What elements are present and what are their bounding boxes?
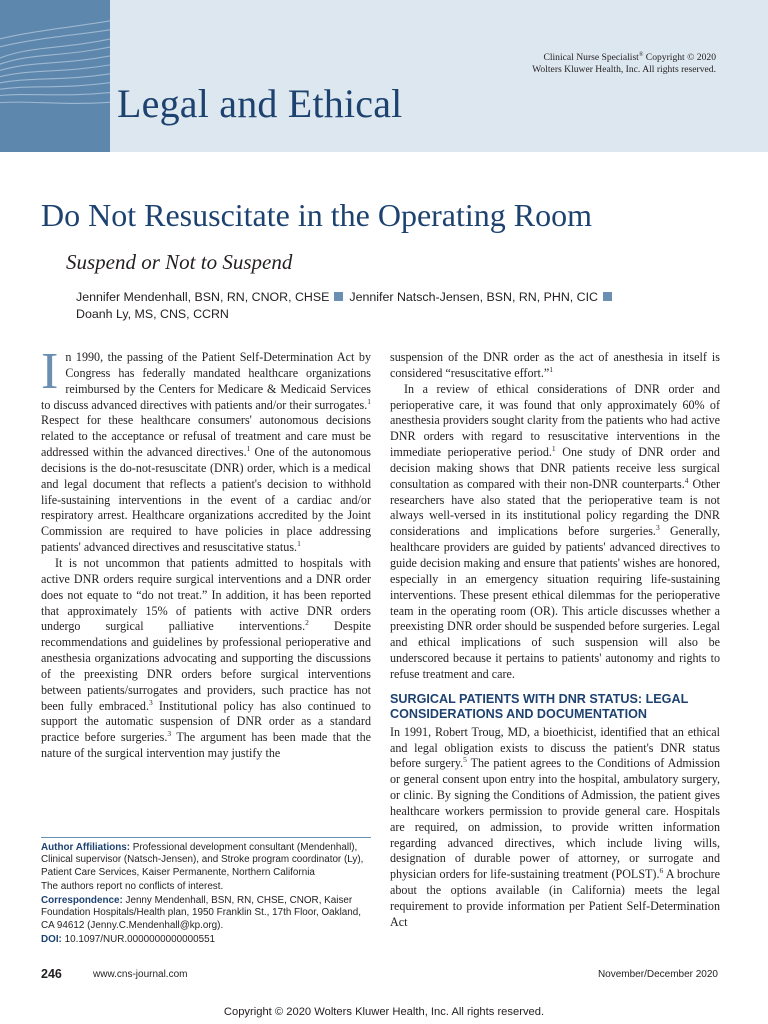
article-title: Do Not Resuscitate in the Operating Room bbox=[41, 197, 593, 233]
doi-link[interactable]: 10.1097/NUR.0000000000000551 bbox=[61, 934, 216, 946]
paragraph: In 1991, Robert Troug, MD, a bioethicist, identified that an ethical and legal obligation exists to discuss the patient's DNR status before surgery.$^5$ The patient agrees to the Conditions of Admission or general consent upon entry into the hospital, ambulatory surgery, or clinic. By signing the Conditions of Admission, the patient gives healthcare workers permission to provide general care. Hospitals are required, on admission, to provide written information regarding advanced directives, which include living wills, designation of durable power of attorney, or surrogate and physician orders for life-sustaining treatment (POLST).$^6$ A brochure about the options available (in California) meets the legal requirement to provide information per Patient Self-Determination Act bbox=[390, 724, 721, 929]
header-decoration bbox=[0, 0, 110, 152]
separator-square-icon bbox=[334, 292, 343, 301]
paragraph: In a review of ethical considerations of DNR order and perioperative care, it was found that only approximately 60% of anesthesia providers sought clarity from the patients who had active DNR orders with regard to resuscitative interventions in the immediate perioperative period.$^1$ One study of DNR order and decision making shows that DNR patients receive less surgical consultation as compared with their non-DNR counterparts.$^4$ Other researchers have also stated that the perioperative team is not always well-versed in its institutional policy regarding the DNR considerations and implications before surgeries.$^3$ Generally, healthcare providers are guided by patients' advanced directives to guide decision making and ensure that patients' wishes are honored, especially in an emergency situation requiring life-sustaining interventions. These present ethical dilemmas for the perioperative team in the operating room (OR). This article discusses whether a preexisting DNR order should be suspended before surgeries. Legal and ethical implications of such suspension will also be underscored because it pertains to patients' autonomy and rights to refuse treatment and care. bbox=[390, 381, 721, 681]
section-heading: SURGICAL PATIENTS WITH DNR STATUS: LEGAL CONSIDERATIONS AND DOCUMENTATION bbox=[390, 691, 689, 722]
issue-date: November/December 2020 bbox=[597, 969, 718, 980]
body-column-left bbox=[41, 343, 371, 762]
section-title: Legal and Ethical bbox=[117, 81, 403, 126]
article-subtitle: Suspend or Not to Suspend bbox=[66, 250, 293, 274]
paragraph: suspension of the DNR order as the act of anesthesia in itself is considered “resuscitative effort.”$^1$ bbox=[390, 350, 720, 380]
affiliation-divider bbox=[41, 837, 371, 838]
separator-square-icon bbox=[603, 292, 612, 301]
bottom-copyright: Copyright © 2020 Wolters Kluwer Health, Inc. All rights reserved. bbox=[223, 1006, 545, 1018]
paragraph: In 1990, the passing of the Patient Self-Determination Act by Congress has federally mandated healthcare organizations reimbursed by the Centers for Medicare & Medicaid Services to discuss advanced directives with patients and/or their surrogates.$^1$ Respect for these healthcare consumers' autonomous decisions related to the acceptance or refusal of treatment and care must be addressed within the advanced directives.$^1$ One of the autonomous decisions is the do-not-resuscitate (DNR) order, which is a medical and legal document that reflects a patient's decision to withhold life-sustaining interventions in the event of a cardiac and/or respiratory arrest. Healthcare organizations accredited by the Joint Commission are required to have policies in place addressing patients' advanced directives and resuscitative status.$^1$ bbox=[41, 343, 371, 555]
wave-lines-graphic bbox=[0, 0, 110, 152]
copyright-notice: Clinical Nurse Specialist® Copyright © 2020 Wolters Kluwer Health, Inc. All rights reserved. bbox=[532, 52, 716, 76]
drop-cap: I bbox=[41, 343, 59, 400]
journal-url-link[interactable]: www.cns-journal.com bbox=[93, 969, 188, 980]
author-name: Doanh Ly, MS, CNS, CCRN bbox=[76, 306, 229, 321]
author-list bbox=[76, 289, 716, 322]
paragraph: It is not uncommon that patients admitted to hospitals with active DNR orders require surgical interventions and a DNR order does not equate to “do not treat.” In addition, it has been reported that approximately 15% of patients with active DNR orders undergo surgical palliative interventions.$^2$ Despite recommendations and guidelines by professional perioperative and anesthesia organizations advocating and supporting the discussions of the preexisting DNR orders before surgical interventions between patients/surrogates and providers, such practice has not been fully embraced.$^3$ Institutional policy has also continued to support the automatic suspension of DNR order as a standard practice before surgeries.$^3$ The argument has been made that the nature of the surgical intervention may justify the bbox=[41, 555, 371, 761]
author-name: Jennifer Mendenhall, BSN, RN, CNOR, CHSE bbox=[76, 290, 330, 304]
author-name: Jennifer Natsch-Jensen, BSN, RN, PHN, CIC bbox=[349, 290, 599, 304]
author-affiliations: Author Affiliations: Professional development consultant (Mendenhall), Clinical supervisor (Natsch-Jensen), and Stroke program coordinator (Ly), Patient Care Services, Kaiser Permanente, Northern California The authors report no conflicts of interest. Correspondence: Jenny Mendenhall, BSN, RN, CHSE, CNOR, Kaiser Foundation Hospitals/Health plan, 1950 Franklin St., 17th Floor, Oakland, CA 94612 (Jenny.C.Mendenhall@kp.org). DOI: 10.1097/NUR.0000000000000551 bbox=[41, 842, 364, 946]
page-number: 246 bbox=[41, 967, 62, 981]
body-column-right bbox=[390, 350, 720, 931]
